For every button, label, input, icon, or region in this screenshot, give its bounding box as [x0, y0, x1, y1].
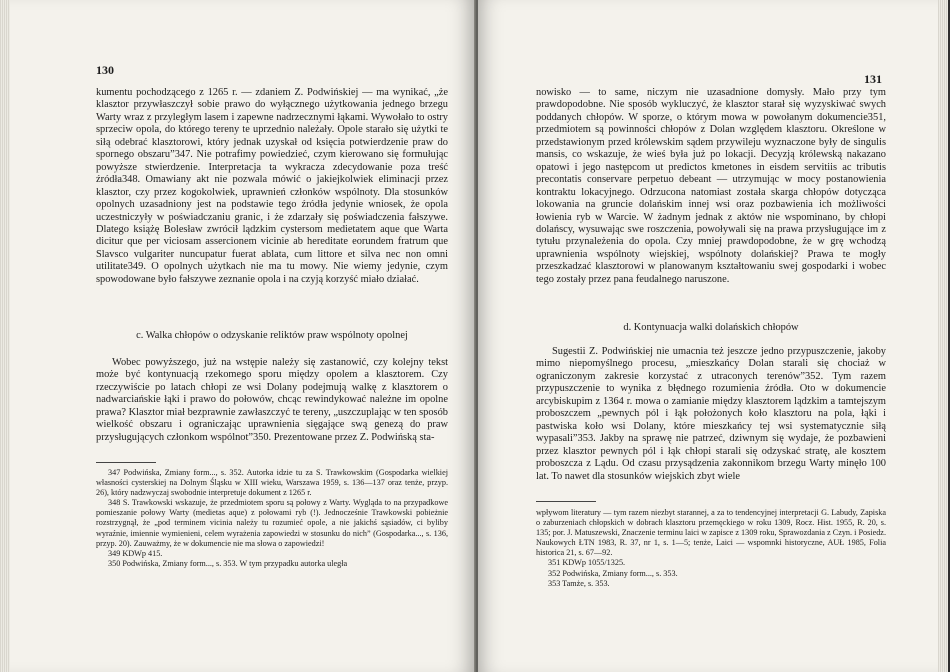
left-paragraph-2: Wobec powyższego, już na wstępie należy się zastanowić, czy kolejny tekst może być kontynuacją rzekomego sporu między opolem a klasztorem. Czy rzeczywiście po latach chłopi ze wsi Dolany podejmują walkę z klasztorem o nadwarciańskie łąki i prawo do połowów, chcąc rewindykować należne im opolne prawa? Klasztor miał bezprawnie zawłaszczyć te tereny, „uszczuplając w ten sposób wielkość obszaru i ograniczając uprawnienia sięgające swą genezą do praw przysługujących członkom wspólnot”350. Prezentowane przez Z. Podwińską sta-: [96, 357, 448, 443]
left-paragraph-1: kumentu pochodzącego z 1265 r. — zdaniem Z. Podwińskiej — ma wynikać, „że klasztor przywłaszczył sobie prawo do wyłącznego użytkowania jednego brzegu Warty wraz z przyległym lasem i zapewne nadrzecznymi łąkami. Wywołało to ostry sprzeciw opola, do którego tereny te uprzednio należały. Opole starało się użytki te siłą odebrać klasztorowi, który jednak uzyskał od księcia potwierdzenie praw do spornego obszaru”347. Nie potrafimy powiedzieć, czym kierowano się formułując powyższe stwierdzenie. Interpretacja ta wykracza zdecydowanie poza treść źródła348. Omawiany akt nie pozwala mówić o jakiejkolwiek eliminacji przez klasztor, czy przez kogokolwiek, uprawnień członków wspólnoty. Dla stosunków opolnych uzasadniony jest na podstawie tego źródła jedynie wniosek, że opola uczestniczyły w poświadczaniu granic, i że zdarzały się poświadczenia fałszywe. Dlatego książę Bolesław zwrócił lądzkim cystersom medietatem aque que Warta dicitur que per viciosam assercionem vicinie ab hereditate eorundem fratrum que Slavsco vulgariter nuncupatur fuerat ablata, cum littore et silva nec non omni utilitate349. O opolnych użytkach nie ma tu mowy. Nie wiemy jedynie, czym spowodowane było fałszywe zeznanie opola i na czyją korzyść miało działać.: [96, 87, 448, 285]
left-page-edge: [0, 0, 10, 672]
footnote-350: 350 Podwińska, Zmiany form..., s. 353. W tym przypadku autorka uległa: [108, 558, 348, 568]
right-page-edge: [938, 0, 948, 672]
left-footnotes: [96, 468, 448, 569]
left-body-lower: [96, 357, 448, 444]
right-paragraph-1: nowisko — to same, niczym nie uzasadnione domysły. Mało przy tym prawdopodobne. Nie sposób wykluczyć, że klasztor starał się wyzyskiwać swych poddanych chłopów. W sporze, o którym mowa w powołanym dokumencie351, przedmiotem są powinności chłopów z Dolan względem klasztoru. Określone w przedstawionym przed królewskim sądem przywileju wyznaczone były de singulis mansis, co wskazuje, że wieś była już po lokacji. Decyzją królewską nakazano opatowi i jego następcom ut predictos kmetones in eisdem servitiis ac tributis precontatis conservare perpetuo debeant — utrzymując w mocy postanowienia kontraktu lokacyjnego. Odrzucona natomiast została skarga chłopów dotycząca lokowania na gruncie dolańskim innej wsi oraz pozbawienia ich możliwości łowienia ryb w Warcie. W żadnym jednak z aktów nie wspominano, by chłopi dolańscy, wysuwając swe roszczenia, powoływali się na prawa przysługujące im z tytułu przynależenia do opola. Czy mniej prawdopodobne, że w grę wchodzą uprawnienia wspólnoty wiejskiej, wspólnoty dolańskiej? Prawa te mogły przeszkadzać klasztorowi w planowanym kształtowaniu swej gospodarki i wobec tego zostały przez pana feudalnego naruszone.: [536, 87, 886, 285]
footnote-352: 352 Podwińska, Zmiany form..., s. 353.: [548, 568, 678, 578]
footnote-350-cont: wpływom literatury — tym razem niezbyt starannej, a za to tendencyjnej interpretacji G. Labudy, Zapiska o zaburzeniach chłopskich w dobrach klasztoru przemęckiego w roku 1309, Rocz. Hist. 1955, R. 20, s. 135; por. J. Matuszewski, Znaczenie terminu laici w zapisce z 1309 roku, Sprawozdania z Czyn. i Posiedz. Naukowych ŁTN 1983, R. 37, nr 1, s. 1—5; tenże, Laici — wspomnki historyczne, AUŁ 1985, Folia historica 21, s. 67—92.: [536, 508, 886, 558]
footnote-351: 351 KDWp 1055/1325.: [548, 558, 626, 568]
footnote-348: 348 S. Trawkowski wskazuje, że przedmiotem sporu są połowy z Warty. Wygląda to na przypadkowe pomieszanie połowy Warty (medietas aque) z połowami ryb (!). Jednocześnie Trawkowski pobieżnie rozstrzygnął, że „pod terminem vicinia należy tu rozumieć opole, a nie jakichś sąsiadów, ci byliby wyraźnie, imiennie wymienieni, celem wyrażenia zapowiedzi w stosunku do nich” (Gospodarka..., s. 136, przyp. 20). Zauważmy, że w dokumencie nie ma słowa o zapowiedzi!: [96, 498, 448, 548]
right-paragraph-2: Sugestii Z. Podwińskiej nie umacnia też jeszcze jedno przypuszczenie, jakoby mimo niepomyślnego procesu, „mieszkańcy Dolan starali się chociaż w ograniczonym zakresie korzystać z utraconych terenów”352. Tym razem przypuszczenie to wynika z błędnego rozumienia źródła. Oto w dokumencie arcybiskupim z 1364 r. mowa o zamianie między klasztorem lądzkim a tamtejszym proboszczem „pewnych pól i łąk położonych koło klasztoru na pola, łąki i pastwiska koło wsi Dolany, które mieszkańcy tej wsi systematycznie siłą wypasali”353. Jakby na sprawę nie patrzeć, dziwnym się wydaje, że pozbawieni przez klasztor pewnych pól i łąk chłopi starali się odzyskać stratę, ale kosztem proboszcza z Lądu. Od czasu przysądzenia zakonnikom brzegu Warty minęło 100 lat. To nawet dla stosunków wiejskich zbyt wiele: [536, 346, 886, 482]
right-body-lower: [536, 346, 886, 483]
left-page-number: 130: [96, 63, 114, 77]
left-body-upper: [96, 87, 448, 286]
right-footnote-rule: [536, 501, 596, 502]
footnote-349: 349 KDWp 415.: [108, 548, 163, 558]
footnote-347: 347 Podwińska, Zmiany form..., s. 352. Autorka idzie tu za S. Trawkowskim (Gospodarka wielkiej własności cysterskiej na Dolnym Śląsku w XIII wieku, Warszawa 1959, s. 136—137 oraz tenże, przyp. 26), który nadzwyczaj swobodnie interpretuje dokument z 1265 r.: [96, 468, 448, 498]
right-section-heading: d. Kontynuacja walki dolańskich chłopów: [623, 322, 799, 333]
right-footnotes: [536, 508, 886, 589]
left-page: [10, 0, 475, 672]
footnote-353: 353 Tamże, s. 353.: [548, 578, 610, 588]
left-footnote-rule: [96, 462, 156, 463]
right-page: [478, 0, 938, 672]
left-section-heading: c. Walka chłopów o odzyskanie reliktów praw wspólnoty opolnej: [136, 330, 408, 341]
right-body-upper: [536, 87, 886, 286]
right-page-number: 131: [864, 72, 882, 86]
